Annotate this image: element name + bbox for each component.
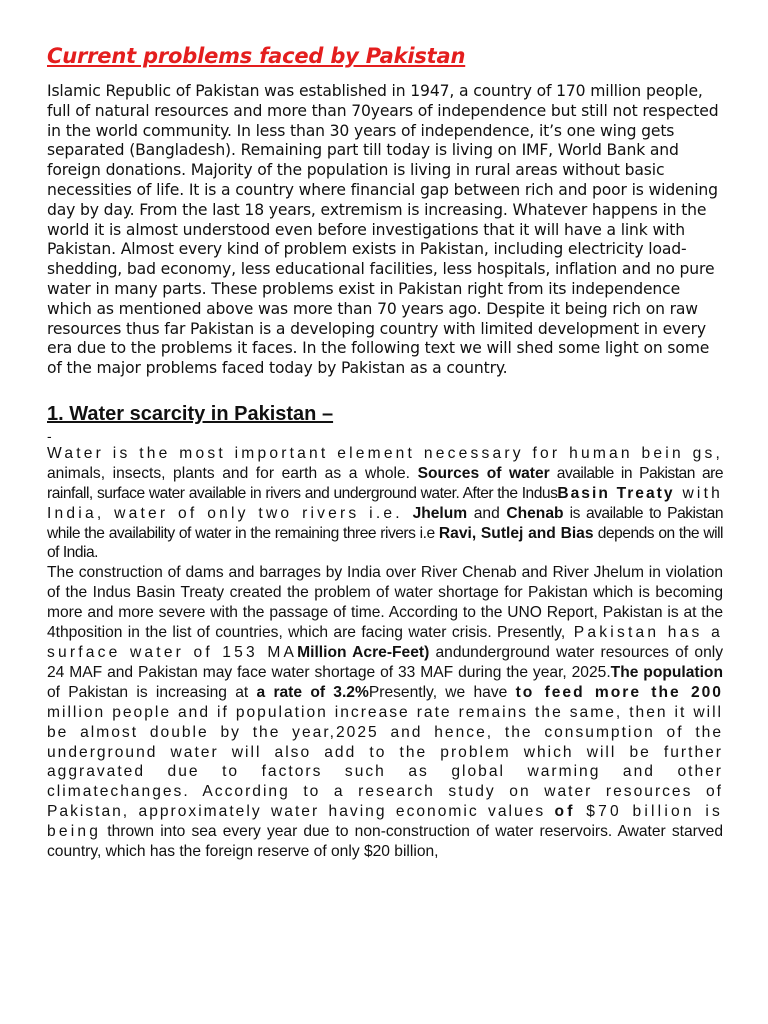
section-heading-water-scarcity: 1. Water scarcity in Pakistan – — [47, 402, 334, 425]
bold-term: a rate of 3.2% — [256, 683, 369, 701]
bold-term: of — [554, 803, 576, 821]
bold-term: The population — [610, 663, 723, 681]
document-page — [47, 44, 723, 862]
text-run: Water is the most important element necessary for human bein gs, — [47, 444, 723, 462]
text-run: Presently, we have — [368, 683, 516, 701]
text-run: depends on the will of India. — [47, 524, 723, 562]
bold-term: Chenab — [506, 504, 564, 522]
intro-paragraph: Islamic Republic of Pakistan was established in 1947, a country of 170 million people, full of natural resources and more than 70years of independence but still not respected in the world community. In less than 30 years of independence, it’s one wing gets separated (Bangladesh). Remaining part till today is living on IMF, World Bank and foreign donations. Majority of the population is living in rural areas without basic necessities of life. It is a country where financial gap between rich and poor is widening day by day. From the last 18 years, extremism is increasing. Whatever happens in the world it is almost understood even before investigations that it will have a link with Pakistan. Almost every kind of problem exists in Pakistan, including electricity load-shedding, bad economy, less educational facilities, less hospitals, inflation and no pure water in many parts. These problems exist in Pakistan right from its independence which as mentioned above was more than 70 years ago. Despite it being rich on raw resources thus far Pakistan is a developing country with limited development in every era due to the problems it faces. In the following text we will shed some light on some of the major problems faced today by Pakistan as a country. — [47, 82, 719, 378]
text-run: animals, insects, plants and for earth as a whole. — [47, 464, 418, 482]
dash-line: - — [47, 427, 52, 444]
text-run: available in Pakistan are rainfall, surface water available in rivers and underground water. After the Indus — [47, 464, 724, 502]
text-run: andunderground water resources of only 24 MAF and Pakistan may face water shortage of 33 MAF during the year, 2025. — [47, 644, 724, 681]
bold-term: Basin Treaty — [557, 484, 675, 502]
text-run: The construction of dams and barrages by India over River Chenab and River Jhelum in violation of the Indus Basin Treaty created the problem of water shortage for Pakistan which is becoming more and more severe with the passage of time. According to the UNO Report, Pakistan is at the 4thposition in the list of countries, which are facing water crisis. Presently, — [47, 564, 723, 642]
page-title: Current problems faced by Pakistan — [47, 44, 466, 68]
bold-term: Jhelum — [412, 504, 468, 522]
water-paragraph-2 — [47, 563, 723, 862]
text-run: and — [467, 504, 507, 522]
text-run: of Pakistan is increasing at — [47, 683, 257, 701]
bold-term: Sources of water — [417, 464, 550, 482]
water-paragraph-1 — [47, 444, 723, 563]
bold-term: Million Acre-Feet) — [297, 644, 430, 662]
text-run: is available to Pakistan while the availability of water in the remaining three rivers i.e — [47, 504, 723, 542]
text-run: Pakistan has a surface water of 153 MA — [47, 624, 723, 662]
text-run: million people and if population increase rate remains the same, then it will be almost double by the year,2025 and hence, the consumption of the underground water will also add to the problem which will be further aggravated due to factors such as global warming and other climatechanges. According to a research study on water resources of Pakistan, approximately water having economic values — [47, 703, 723, 821]
text-run: with India, water of only two rivers i.e. — [47, 484, 723, 522]
text-run: $70 billion is being — [47, 803, 723, 841]
bold-term: Ravi, Sutlej and Bias — [438, 524, 594, 542]
bold-term: to feed more the 200 — [515, 683, 723, 701]
text-run: thrown into sea every year due to non-construction of water reservoirs. Awater starved country, which has the foreign reserve of only $20 billion, — [47, 823, 723, 861]
